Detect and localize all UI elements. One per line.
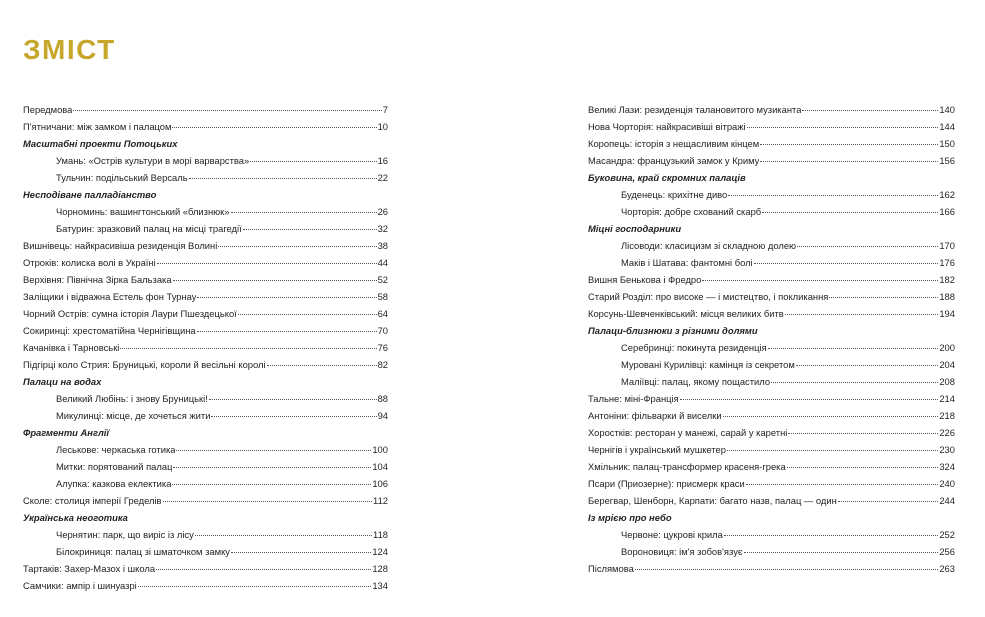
toc-entry-title: Алупка: казкова еклектика: [56, 478, 172, 489]
dot-leader: [156, 569, 371, 570]
toc-page-number: 16: [377, 155, 388, 166]
dot-leader: [796, 365, 939, 366]
toc-entry-title: Коропець: історія з нещасливим кінцем: [588, 138, 760, 149]
toc-entry-title: Чорний Острів: сумна історія Лаури Пшездецької: [23, 308, 237, 319]
toc-page-number: 82: [377, 359, 388, 370]
toc-entry-title: Нова Чорторія: найкрасивіші вітражі: [588, 121, 746, 132]
toc-entry[interactable]: [23, 220, 388, 237]
toc-entry-title: Самчики: ампір і шинуазрі: [23, 580, 137, 591]
toc-entry[interactable]: [23, 407, 388, 424]
toc-page-number: 214: [939, 393, 955, 404]
toc-entry-title: Сокиринці: хрестоматійна Чернігівщина: [23, 325, 196, 336]
toc-entry-title: Чернігів і український мушкетер: [588, 444, 726, 455]
toc-entry-title: Чорторія: добре схований скарб: [621, 206, 762, 217]
toc-right-column: [588, 101, 955, 577]
toc-entry[interactable]: [23, 305, 388, 322]
page-title: ЗМІСТ: [23, 34, 116, 65]
toc-entry-title: Верхівня: Північна Зірка Бальзака: [23, 274, 172, 285]
dot-leader: [238, 314, 377, 315]
toc-entry[interactable]: [588, 271, 955, 288]
toc-entry[interactable]: [588, 441, 955, 458]
dot-leader: [787, 467, 939, 468]
toc-entry[interactable]: [588, 373, 955, 390]
dot-leader: [243, 229, 377, 230]
toc-page-number: 38: [377, 240, 388, 251]
toc-page-number: 204: [939, 359, 955, 370]
toc-entry-title: Буденець: крихітне диво: [621, 189, 728, 200]
toc-entry-title: Муровані Курилівці: камінця із секретом: [621, 359, 795, 370]
toc-entry-title: Серебринці: покинута резиденція: [621, 342, 767, 353]
dot-leader: [785, 314, 939, 315]
toc-page-number: 112: [373, 495, 388, 506]
toc-entry[interactable]: [588, 458, 955, 475]
toc-section-heading: Із мрією про небо: [588, 512, 672, 523]
toc-page-number: 156: [939, 155, 955, 166]
toc-section-heading: Міцні господарники: [588, 223, 682, 234]
dot-leader: [771, 382, 938, 383]
toc-entry-title: Псари (Приозерне): присмерк краси: [588, 478, 745, 489]
toc-entry[interactable]: [23, 101, 388, 118]
toc-entry[interactable]: [588, 526, 955, 543]
toc-entry[interactable]: [588, 101, 955, 118]
toc-entry-title: Білокриниця: палац зі шматочком замку: [56, 546, 230, 557]
toc-entry[interactable]: [588, 305, 955, 322]
dot-leader: [172, 484, 371, 485]
toc-entry[interactable]: [588, 118, 955, 135]
toc-page-number: 226: [939, 427, 955, 438]
dot-leader: [762, 212, 938, 213]
toc-entry[interactable]: [588, 492, 955, 509]
toc-entry[interactable]: [23, 118, 388, 135]
toc-entry[interactable]: [23, 339, 388, 356]
toc-entry-title: Підгірці коло Стрия: Бруницькі, короли й весільні королі: [23, 359, 266, 370]
toc-entry-title: Маліївці: палац, якому пощастило: [621, 376, 771, 387]
toc-left-column: [23, 101, 388, 594]
toc-entry-title: Тартаків: Захер-Мазох і школа: [23, 563, 156, 574]
toc-page-number: 22: [377, 172, 388, 183]
toc-page-number: 182: [939, 274, 955, 285]
toc-entry-title: Леськове: черкаська готика: [56, 444, 176, 455]
toc-page-number: 200: [939, 342, 955, 353]
toc-entry-title: Вишня Бенькова і Фредро: [588, 274, 702, 285]
toc-page-number: 263: [939, 563, 955, 574]
toc-page-number: 162: [939, 189, 955, 200]
toc-section-heading: Українська неоготика: [23, 512, 128, 523]
toc-entry[interactable]: [588, 560, 955, 577]
toc-entry-title: Лісоводи: класицизм зі складною долею: [621, 240, 797, 251]
toc-entry-title: Сколе: столиця імперії Гределів: [23, 495, 162, 506]
toc-entry[interactable]: [23, 169, 388, 186]
toc-page-number: 166: [939, 206, 955, 217]
toc-entry[interactable]: [588, 390, 955, 407]
toc-entry[interactable]: [588, 203, 955, 220]
dot-leader: [73, 110, 381, 111]
toc-entry-title: Чернятин: парк, що виріс із лісу: [56, 529, 194, 540]
toc-page-number: 70: [377, 325, 388, 336]
dot-leader: [138, 586, 372, 587]
toc-entry[interactable]: [23, 288, 388, 305]
dot-leader: [747, 127, 939, 128]
dot-leader: [250, 161, 376, 162]
toc-entry[interactable]: [23, 543, 388, 560]
toc-section-heading: Несподіване палладіанство: [23, 189, 157, 200]
toc-entry[interactable]: [23, 475, 388, 492]
toc-section-heading: Масштабні проекти Потоцьких: [23, 138, 178, 149]
toc-entry[interactable]: [23, 271, 388, 288]
dot-leader: [760, 144, 938, 145]
toc-entry[interactable]: [588, 237, 955, 254]
toc-section-heading: Палаци-близнюки з різними долями: [588, 325, 758, 336]
dot-leader: [635, 569, 939, 570]
toc-section-heading: Фрагменти Англії: [23, 427, 109, 438]
toc-entry-title: Батурин: зразковий палац на місці трагедії: [56, 223, 242, 234]
toc-page-number: 64: [377, 308, 388, 319]
toc-page-number: 170: [939, 240, 955, 251]
toc-entry[interactable]: [588, 543, 955, 560]
dot-leader: [838, 501, 939, 502]
toc-page-number: 208: [939, 376, 955, 387]
dot-leader: [197, 297, 376, 298]
toc-entry[interactable]: [588, 254, 955, 271]
toc-page-number: 44: [377, 257, 388, 268]
toc-entry[interactable]: [588, 339, 955, 356]
toc-page-number: 88: [377, 393, 388, 404]
toc-entry-title: Качанівка і Тарновські: [23, 342, 120, 353]
toc-entry-title: Червоне: цукрові крила: [621, 529, 723, 540]
toc-entry-title: Микулинці: місце, де хочеться жити: [56, 410, 211, 421]
dot-leader: [768, 348, 939, 349]
dot-leader: [231, 212, 377, 213]
dot-leader: [702, 280, 938, 281]
toc-page-number: 144: [939, 121, 955, 132]
dot-leader: [754, 263, 939, 264]
dot-leader: [173, 280, 377, 281]
toc-entry-title: Післямова: [588, 563, 634, 574]
toc-page-number: 218: [939, 410, 955, 421]
dot-leader: [218, 246, 376, 247]
dot-leader: [211, 416, 376, 417]
dot-leader: [173, 467, 371, 468]
toc-entry-title: Передмова: [23, 104, 73, 115]
toc-section-heading: Палаци на водах: [23, 376, 102, 387]
toc-entry[interactable]: [588, 475, 955, 492]
toc-entry[interactable]: [23, 237, 388, 254]
toc-entry-title: Митки: порятований палац: [56, 461, 173, 472]
toc-page-number: 194: [939, 308, 955, 319]
dot-leader: [724, 535, 938, 536]
toc-page-number: 128: [372, 563, 388, 574]
toc-entry-title: Заліщики і відважна Естель фон Турнау: [23, 291, 197, 302]
toc-entry[interactable]: [588, 152, 955, 169]
toc-page-number: 256: [939, 546, 955, 557]
toc-page-number: 52: [377, 274, 388, 285]
toc-entry-title: Антоніни: фільварки й виселки: [588, 410, 722, 421]
toc-page-number: 76: [377, 342, 388, 353]
toc-page-number: 118: [373, 529, 388, 540]
toc-page-number: 100: [372, 444, 388, 455]
toc-entry-title: Тульчин: подільський Версаль: [56, 172, 188, 183]
toc-entry-title: Великий Любінь: і знову Бруницькі!: [56, 393, 208, 404]
toc-page-number: 230: [939, 444, 955, 455]
toc-entry-title: Вороновиця: ім'я зобов'язує: [621, 546, 743, 557]
toc-entry[interactable]: [23, 322, 388, 339]
toc-page-number: 188: [939, 291, 955, 302]
toc-page-number: 150: [939, 138, 955, 149]
toc-entry[interactable]: [23, 458, 388, 475]
toc-entry-title: Чорноминь: вашингтонський «близнюк»: [56, 206, 230, 217]
toc-entry-title: Маків і Шатава: фантомні болі: [621, 257, 753, 268]
toc-entry-title: Отроків: колиска волі в Україні: [23, 257, 156, 268]
dot-leader: [760, 161, 938, 162]
dot-leader: [231, 552, 371, 553]
dot-leader: [267, 365, 377, 366]
toc-entry[interactable]: [23, 577, 388, 594]
toc-entry-title: Великі Лази: резиденція талановитого музиканта: [588, 104, 802, 115]
dot-leader: [802, 110, 938, 111]
dot-leader: [680, 399, 939, 400]
toc-page-number: 124: [372, 546, 388, 557]
toc-page-number: 7: [382, 104, 388, 115]
toc-entry-title: Тальне: міні-Франція: [588, 393, 679, 404]
dot-leader: [797, 246, 938, 247]
toc-page-number: 26: [377, 206, 388, 217]
toc-entry-title: Вишнівець: найкрасивіша резиденція Волині: [23, 240, 218, 251]
toc-page-number: 244: [939, 495, 955, 506]
dot-leader: [723, 416, 939, 417]
toc-entry[interactable]: [23, 254, 388, 271]
toc-entry[interactable]: [23, 560, 388, 577]
toc-entry-title: Масандра: французький замок у Криму: [588, 155, 760, 166]
toc-entry[interactable]: [588, 424, 955, 441]
toc-page-number: 140: [939, 104, 955, 115]
toc-entry[interactable]: [588, 186, 955, 203]
toc-entry-title: Хоростків: ресторан у манежі, сарай у каретні: [588, 427, 788, 438]
toc-page-number: 176: [939, 257, 955, 268]
toc-entry[interactable]: [588, 356, 955, 373]
toc-page-number: 58: [377, 291, 388, 302]
toc-entry[interactable]: [23, 390, 388, 407]
toc-entry-title: Умань: «Острів культури в морі варварства»: [56, 155, 250, 166]
toc-entry-title: П'ятничани: між замком і палацом: [23, 121, 172, 132]
dot-leader: [728, 195, 938, 196]
toc-entry-title: Хмільник: палац-трансформер красеня-грека: [588, 461, 786, 472]
toc-page-number: 32: [377, 223, 388, 234]
dot-leader: [744, 552, 939, 553]
toc-entry[interactable]: [23, 203, 388, 220]
toc-entry[interactable]: [588, 288, 955, 305]
dot-leader: [120, 348, 376, 349]
toc-entry[interactable]: [588, 407, 955, 424]
toc-page-number: 104: [372, 461, 388, 472]
toc-page-number: 240: [939, 478, 955, 489]
toc-entry[interactable]: [23, 356, 388, 373]
dot-leader: [176, 450, 371, 451]
toc-entry[interactable]: [588, 135, 955, 152]
toc-page-number: 134: [372, 580, 388, 591]
toc-entry-title: Корсунь-Шевченківський: місця великих битв: [588, 308, 784, 319]
dot-leader: [172, 127, 376, 128]
toc-page-number: 10: [377, 121, 388, 132]
toc-entry[interactable]: [23, 492, 388, 509]
toc-page-number: 252: [939, 529, 955, 540]
toc-entry-title: Старий Розділ: про високе — і мистецтво, і покликання: [588, 291, 829, 302]
toc-page-number: 324: [939, 461, 955, 472]
dot-leader: [157, 263, 377, 264]
dot-leader: [197, 331, 377, 332]
toc-page-number: 106: [372, 478, 388, 489]
dot-leader: [746, 484, 939, 485]
toc-entry[interactable]: [23, 441, 388, 458]
toc-entry[interactable]: [23, 526, 388, 543]
dot-leader: [209, 399, 377, 400]
toc-entry-title: Берегвар, Шенборн, Карпати: багато назв, палац — один: [588, 495, 837, 506]
toc-page-number: 94: [377, 410, 388, 421]
dot-leader: [163, 501, 373, 502]
dot-leader: [829, 297, 938, 298]
toc-section-heading: Буковина, край скромних палаців: [588, 172, 746, 183]
dot-leader: [195, 535, 372, 536]
dot-leader: [727, 450, 938, 451]
dot-leader: [788, 433, 938, 434]
toc-entry[interactable]: [23, 152, 388, 169]
dot-leader: [189, 178, 377, 179]
